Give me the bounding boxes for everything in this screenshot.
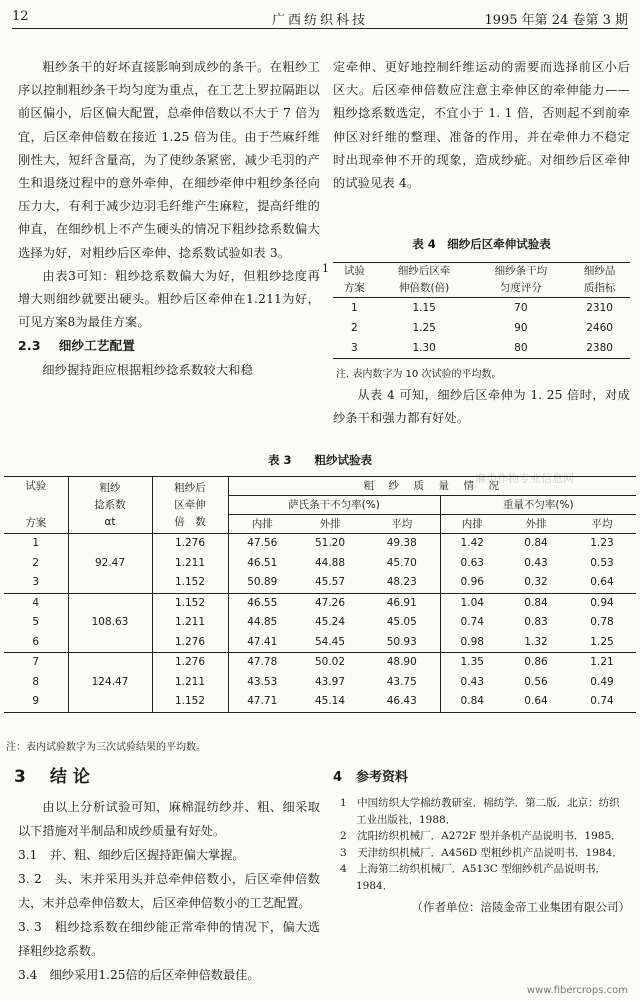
list-item: 3.1 并、粗、细纱后区握持距偏大掌握。	[18, 848, 245, 862]
section-heading-4: 4 参考资料	[333, 770, 409, 785]
table-row: 5 1.211 44.85 45.24 45.05 0.74 0.83 0.78	[4, 613, 636, 633]
left-column	[18, 56, 320, 382]
table3-note: 注：表内试验数字为三次试验结果的平均数。	[6, 742, 206, 753]
right-column-cont	[333, 384, 630, 430]
journal-name: 广西纺织科技	[272, 13, 369, 28]
margin-mark: 1	[322, 262, 329, 275]
table-row: 2 1.211 46.51 44.88 45.70 0.63 0.43 0.53	[4, 554, 636, 574]
issue-info: 1995 年第 24 卷第 3 期	[484, 13, 628, 28]
list-item: 3. 2 头、末并采用头并总牵伸倍数小，后区牵伸倍数大，末并总牵伸倍数大，后区牵伸倍数小的工艺配置。	[18, 872, 320, 910]
table4-caption: 表 4 细纱后区牵伸试验表	[412, 237, 551, 251]
paragraph: 定牵伸、更好地控制纤维运动的需要而选择前区小后区大。后区牵伸倍数应注意主牵伸区的牵伸能力——粗纱捻系数选定，不宜小于 1. 1 倍，否则起不到前牵伸区对纤维的整理、准备的作用，并在牵伸力不稳定时出现牵伸不开的现象，造成纱疵。对细纱后区牵伸的试验见表 4。	[333, 60, 630, 191]
reference-item: 4 上海第二纺织机械厂．A513C 型细纱机产品说明书．1984．	[340, 863, 607, 892]
reference-item: 1 中国纺织大学棉纺教研室．棉纺学．第二版．北京：纺织工业出版社，1988．	[340, 797, 620, 826]
reference-item: 3 天津纺织机械厂．A456D 型粗纱机产品说明书．1984．	[340, 846, 623, 859]
references	[340, 795, 630, 915]
reference-item: 2 沈阳纺织机械厂．A272F 型并条机产品说明书．1985．	[340, 830, 622, 843]
watermark-overlay: 麻类作物专业信息网	[475, 472, 574, 485]
table-row: 1 92.47 1.276 47.56 51.20 49.38 1.42 0.84 1.23	[4, 534, 636, 554]
table-row: 8 1.211 43.53 43.97 43.75 0.43 0.56 0.49	[4, 673, 636, 693]
table-row: 7 124.47 1.276 47.78 50.02 48.90 1.35 0.86 1.21	[4, 653, 636, 673]
table-row: 3 1.30 80 2380	[351, 342, 613, 354]
table-row: 1 1.15 70 2310	[351, 302, 613, 314]
table3: 试验 方案 粗纱 捻系数 αt 粗纱后 区牵伸 倍 数 粗 纱 质 量 情 况 萨氏条干不匀率(%) 重量不匀率(%) 内排 外排 平均 内排 外排 平均 1 92.47 1.276 47.56 51.20 49.38 1.42 0.84 1.23 2 1.211 46.51 44.88 45.70 0.63 0.43 0.53 3 1.152 50.89 45.57 48.23 0.96 0.32 0.64 4 108.63 1.152 46.55 47.26 46.91 1.04 0.84 0.94 5 1.211 44.85 45.24 45.05 0.74 0.83 0.78 6 1.276 47.41 54.45 50.93 0.98 1.32 1.25 7 124.47 1.276 47.78 50.02 48.90 1.35 0.86 1.21 8 1.211 43.53 43.97 43.75 0.43 0.56 0.49 9 1.152 47.71 45.14 46.43 0.84 0.64 0.74	[4, 476, 636, 713]
table-row: 9 1.152 47.71 45.14 46.43 0.84 0.64 0.74	[4, 692, 636, 712]
conclusion	[18, 795, 320, 987]
table-row: 3 1.152 50.89 45.57 48.23 0.96 0.32 0.64	[4, 573, 636, 593]
section-heading-2-3: 2.3 细纱工艺配置	[18, 338, 136, 354]
table-row: 2 1.25 90 2460	[351, 322, 613, 334]
author-affiliation: （作者单位：涪陵金帝工业集团有限公司）	[411, 899, 630, 914]
table4: 试验 细纱后区牵 细纱条干均 细纱品 方案 伸倍数(倍) 匀度评分 质指标 1 1.15 70 2310 2 1.25 90 2460 3 1.30 80 2380	[333, 262, 630, 359]
paragraph: 由表3可知：粗纱捻系数偏大为好，但粗纱捻度再增大则细纱就要出硬头。粗纱后区牵伸在1.211为好，可见方案8为最佳方案。	[18, 268, 320, 330]
table3-caption: 表 3 粗纱试验表	[267, 453, 372, 467]
table-row: 6 1.276 47.41 54.45 50.93 0.98 1.32 1.25	[4, 633, 636, 653]
section-heading-3: 3 结论	[14, 767, 96, 787]
paragraph: 粗纱条干的好坏直接影响到成纱的条干。在粗纱工序以控制粗纱条干均匀度为重点，在工艺上罗拉隔距以前区偏小，后区偏大配置，总牵伸倍数以不大于 7 倍为宜，后区牵伸倍数在接近 1.25 倍为佳。由于苎麻纤维刚性大，短纤含量高，为了使纱条紧密，减少毛羽的产生和退绕过程中的意外牵伸，在细纱牵伸中粗纱条径向压力大，有利于减少边羽毛纤维产生麻粒，提高纤维的伸直，在细纱机上不产生硬头的情况下粗纱捻系数偏大选择为好，对粗纱后区牵伸、捻系数试验如表 3。	[18, 60, 320, 260]
list-item: 3.4 细纱采用1.25倍的后区牵伸倍数最佳。	[18, 968, 260, 982]
right-column	[333, 56, 630, 195]
page-number: 12	[12, 9, 29, 24]
watermark: www.fibercrops.com	[526, 985, 628, 996]
table4-note: 注. 表内数字为 10 次试验的平均数。	[336, 369, 502, 380]
paragraph: 细纱握持距应根据粗纱捻系数较大和稳	[42, 362, 253, 377]
table-row: 4 108.63 1.152 46.55 47.26 46.91 1.04 0.84 0.94	[4, 593, 636, 613]
paragraph: 从表 4 可知，细纱后区牵伸为 1. 25 倍时，对成纱条干和强力都有好处。	[333, 388, 630, 426]
paragraph: 由以上分析试验可知，麻棉混纺纱并、粗、细采取以下措施对半制品和成纱质量有好处。	[18, 800, 320, 838]
page-header	[12, 6, 628, 29]
list-item: 3. 3 粗纱捻系数在细纱能正常牵伸的情况下，偏大选择粗纱捻系数。	[18, 920, 320, 958]
